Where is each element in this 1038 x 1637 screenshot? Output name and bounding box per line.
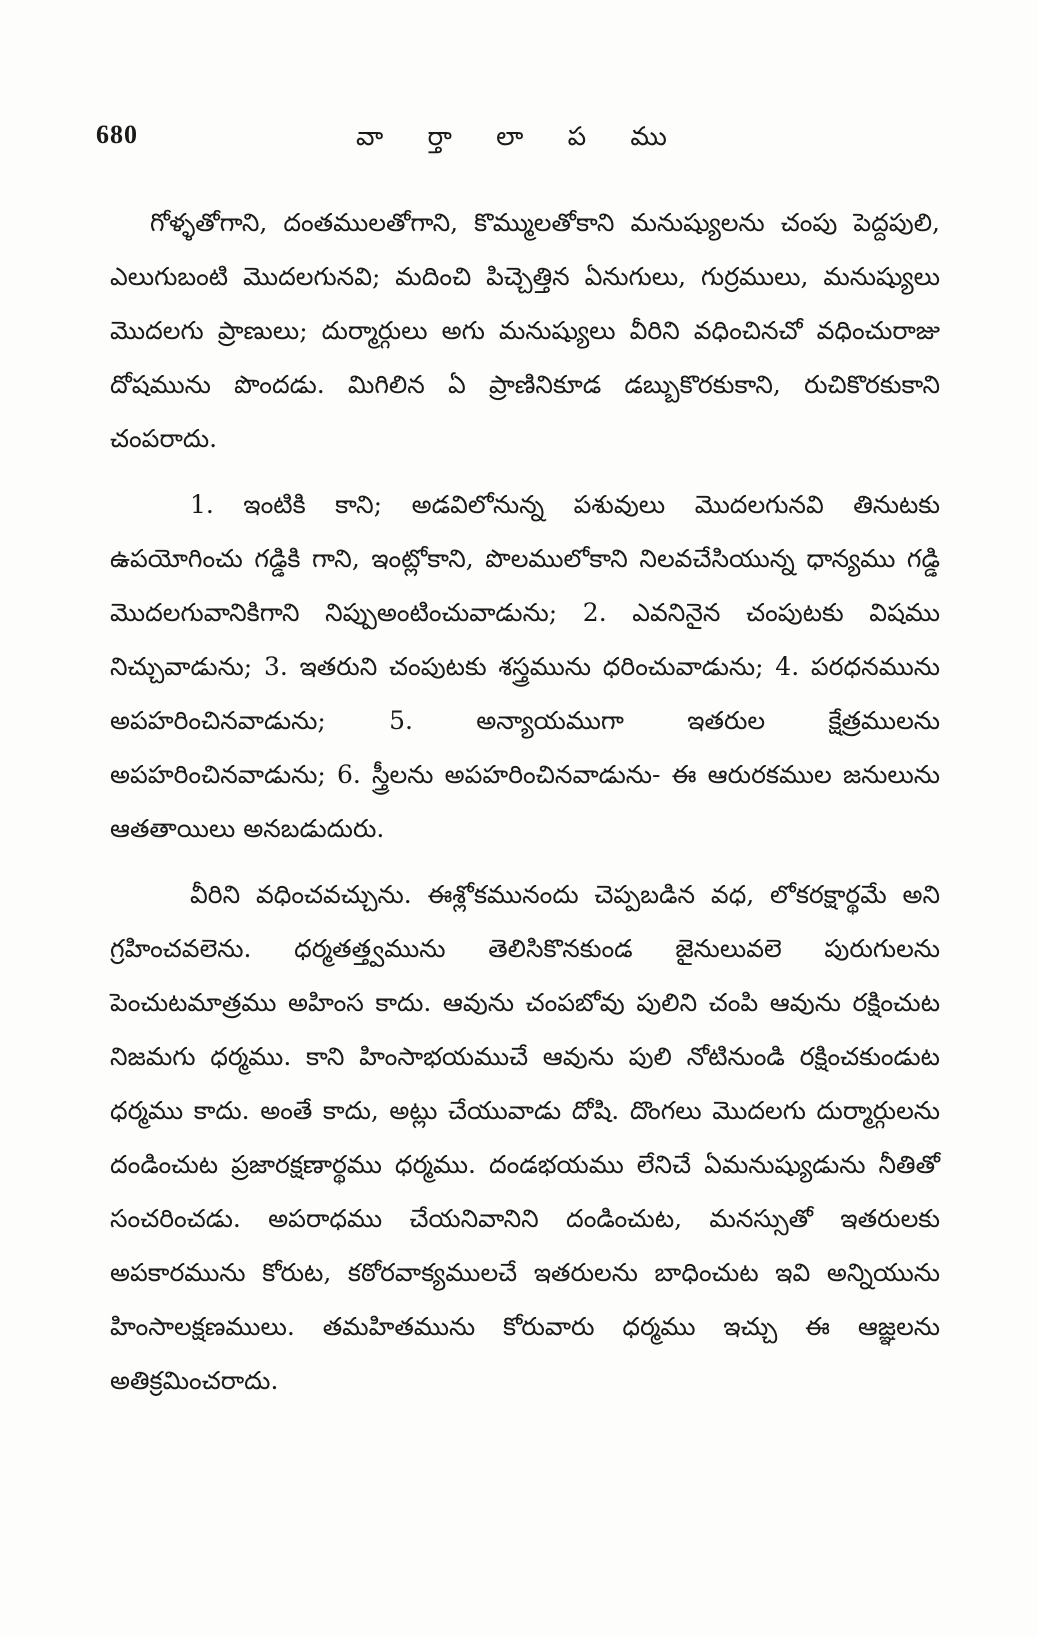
paragraph: వీరిని వధించవచ్చును. ఈశ్లోకమునందు చెప్పబడిన వధ, లోకరక్షార్థమే అని గ్రహించవలెను. ధర్మతత్త్వమును తెలిసికొనకుండ జైనులువలె పురుగులను పెంచుటమాత్రము అహింస కాదు. ఆవును చంపబోవు పులిని చంపి ఆవును రక్షించుట నిజమగు ధర్మము. కాని హింసాభయముచే ఆవును పులి నోటినుండి రక్షించకుండుట ధర్మము కాదు. అంతే కాదు, అట్లు చేయువాడు దోషి. దొంగలు మొదలగు దుర్మార్గులను దండించుట ప్రజారక్షణార్థము ధర్మము. దండభయము లేనిచే ఏమనుష్యుడును నీతితో సంచరించడు. అపరాధము చేయనివానిని దండించుట, మనస్సుతో ఇతరులకు అపకారమును కోరుట, కఠోరవాక్యములచే ఇతరులను బాధించుట ఇవి అన్నియును హింసాలక్షణములు. తమహితమును కోరువారు ధర్మము ఇచ్చు ఈ ఆజ్ఞలను అతిక్రమించరాదు.	[110, 880, 940, 1395]
paragraph: 1. ఇంటికి కాని; అడవిలోనున్న పశువులు మొదలగునవి తినుటకు ఉపయోగించు గడ్డికి గాని, ఇంట్లోకాని, పొలములోకాని నిలవచేసియున్న ధాన్యము గడ్డి మొదలగువానికిగాని నిప్పుఅంటించువాడును; 2. ఎవనినైన చంపుటకు విషము నిచ్చువాడును; 3. ఇతరుని చంపుటకు శస్త్రమును ధరించువాడును; 4. పరధనమును అపహరించినవాడును; 5. అన్యాయముగా ఇతరుల క్షేత్రములను అపహరించినవాడును; 6. స్త్రీలను అపహరించినవాడును- ఈ ఆరురకముల జనులును ఆతతాయిలు అనబడుదురు.	[110, 490, 940, 843]
page-header	[96, 120, 942, 160]
paragraph: గోళ్ళతోగాని, దంతములతోగాని, కొమ్ములతోకాని మనుష్యులను చంపు పెద్దపులి, ఎలుగుబంటి మొదలగునవి; మదించి పిచ్చెత్తిన ఏనుగులు, గుర్రములు, మనుష్యులు మొదలగు ప్రాణులు; దుర్మార్గులు అగు మనుష్యులు వీరిని వధించినచో వధించురాజు దోషమును పొందడు. మిగిలిన ఏ ప్రాణినికూడ డబ్బుకొరకుకాని, రుచికొరకుకాని చంపరాదు.	[110, 208, 940, 453]
running-title: వా ర్తా లా ప ము	[356, 122, 685, 152]
body-text	[110, 196, 940, 1408]
page-number: 680	[96, 120, 138, 149]
